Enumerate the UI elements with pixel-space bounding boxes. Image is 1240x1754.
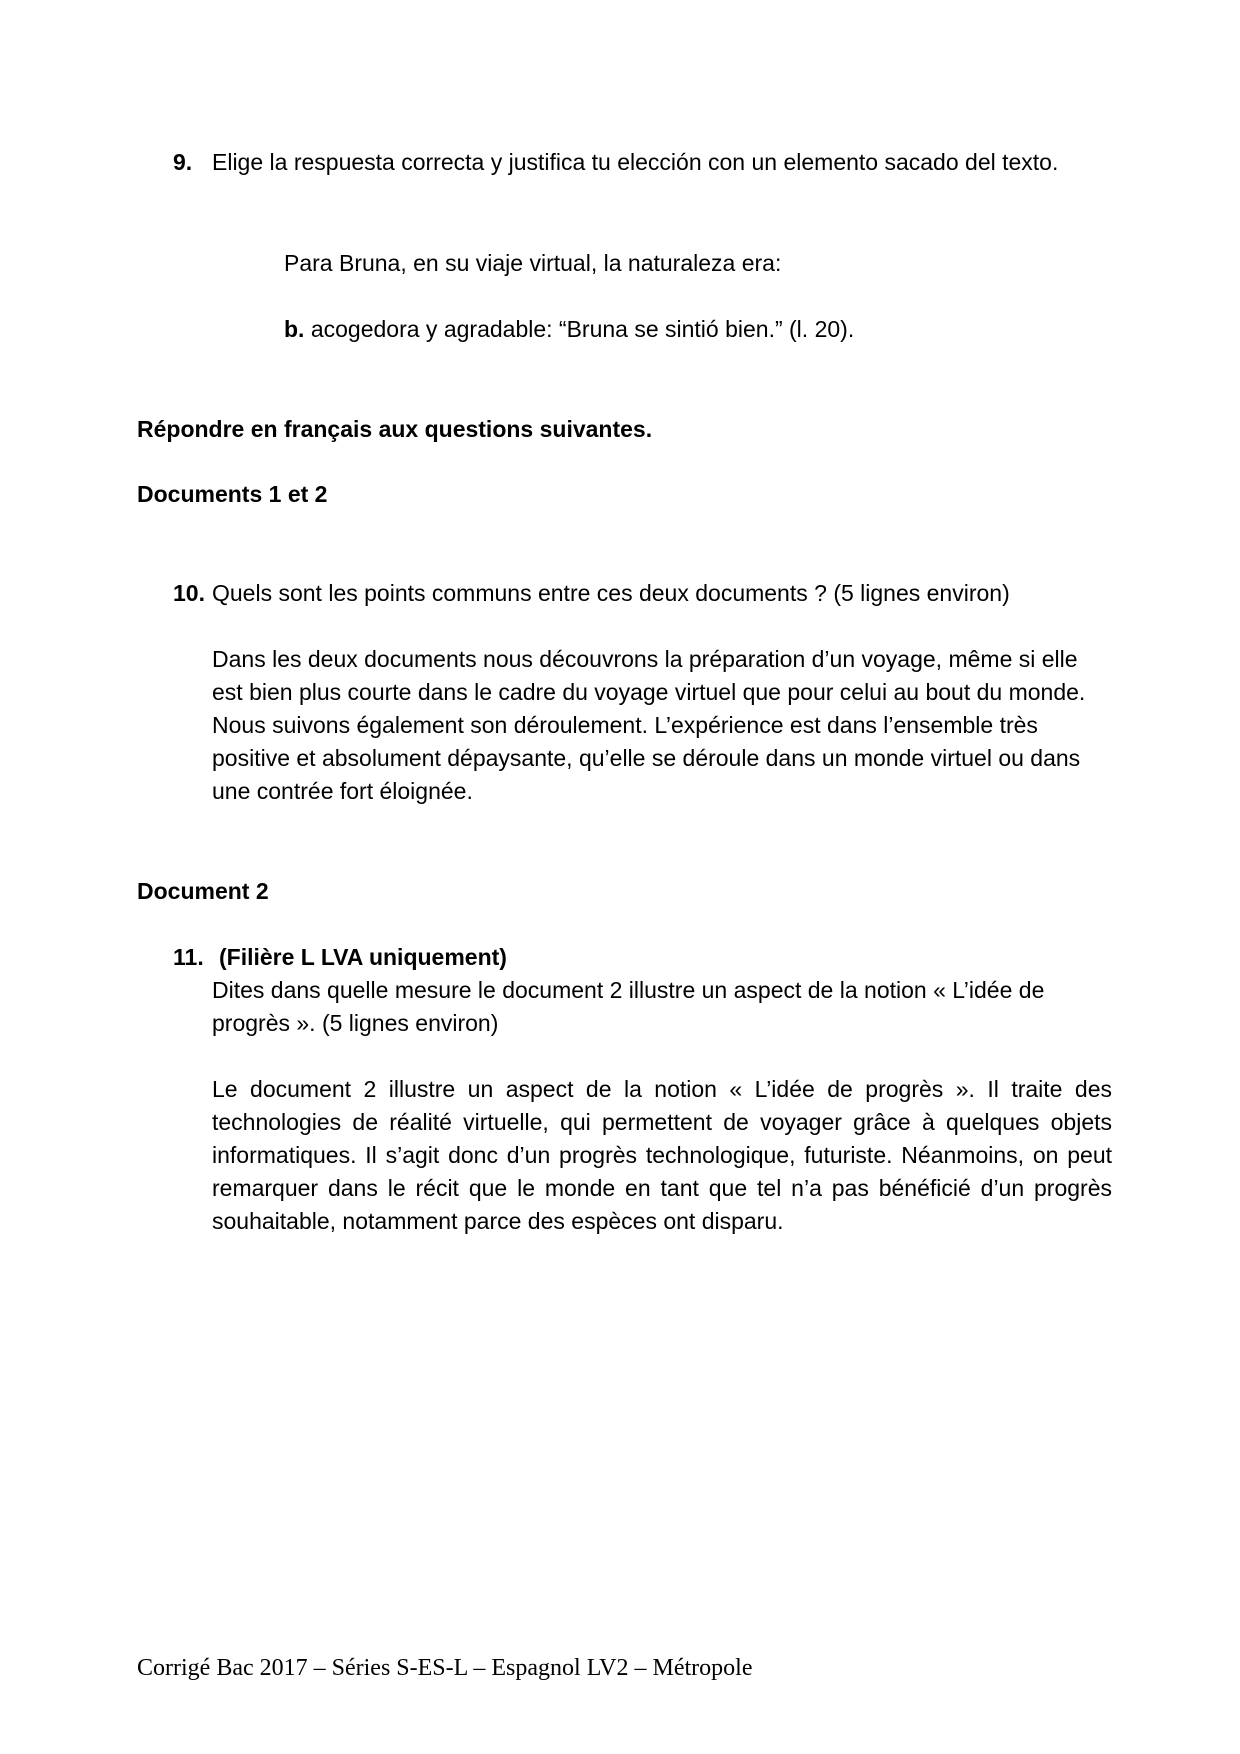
question-10-answer: Dans les deux documents nous découvrons la préparation d’un voyage, même si elle est bien plus courte dans le cadre du voyage virtuel que pour celui au bout du monde. Nous suivons également son déroulement. L’expérience est dans l’ensemble très positive et absolument dépaysante, qu’elle se déroule dans un monde virtuel ou dans une contrée fort éloignée. [212,646,1086,804]
question-9-answer-text: acogedora y agradable: “Bruna se sintió bien.” (l. 20). [304,316,855,342]
question-11-number: 11. [173,944,204,970]
section-instruction: Répondre en français aux questions suivantes. [137,416,653,442]
page-footer: Corrigé Bac 2017 – Séries S-ES-L – Espagnol LV2 – Métropole [137,1655,753,1681]
question-11-answer: Le document 2 illustre un aspect de la notion « L’idée de progrès ». Il traite des technologies de réalité virtuelle, qui permettent de voyager grâce à quelques objets informatiques. Il s’agit donc d’un progrès technologique, futuriste. Néanmoins, on peut remarquer dans le récit que le monde en tant que tel n’a pas bénéficié d’un progrès souhaitable, notamment parce des espèces ont disparu. [212,1076,1112,1234]
question-9-prompt: Elige la respuesta correcta y justifica tu elección con un elemento sacado del texto. [212,149,1059,175]
question-9-answer [284,313,854,346]
question-9-number: 9. [173,149,193,175]
question-11-title: (Filière L LVA uniquement) [219,944,507,970]
question-10-number: 10. [173,580,205,606]
question-10-prompt: Quels sont les points communs entre ces deux documents ? (5 lignes environ) [212,580,1010,606]
question-9-answer-letter: b. [284,316,305,342]
heading-document-2: Document 2 [137,878,269,904]
question-11-prompt: Dites dans quelle mesure le document 2 illustre un aspect de la notion « L’idée de progrès ». (5 lignes environ) [212,977,1045,1036]
question-9-statement: Para Bruna, en su viaje virtual, la naturaleza era: [284,250,782,276]
heading-documents-1-2: Documents 1 et 2 [137,481,328,507]
